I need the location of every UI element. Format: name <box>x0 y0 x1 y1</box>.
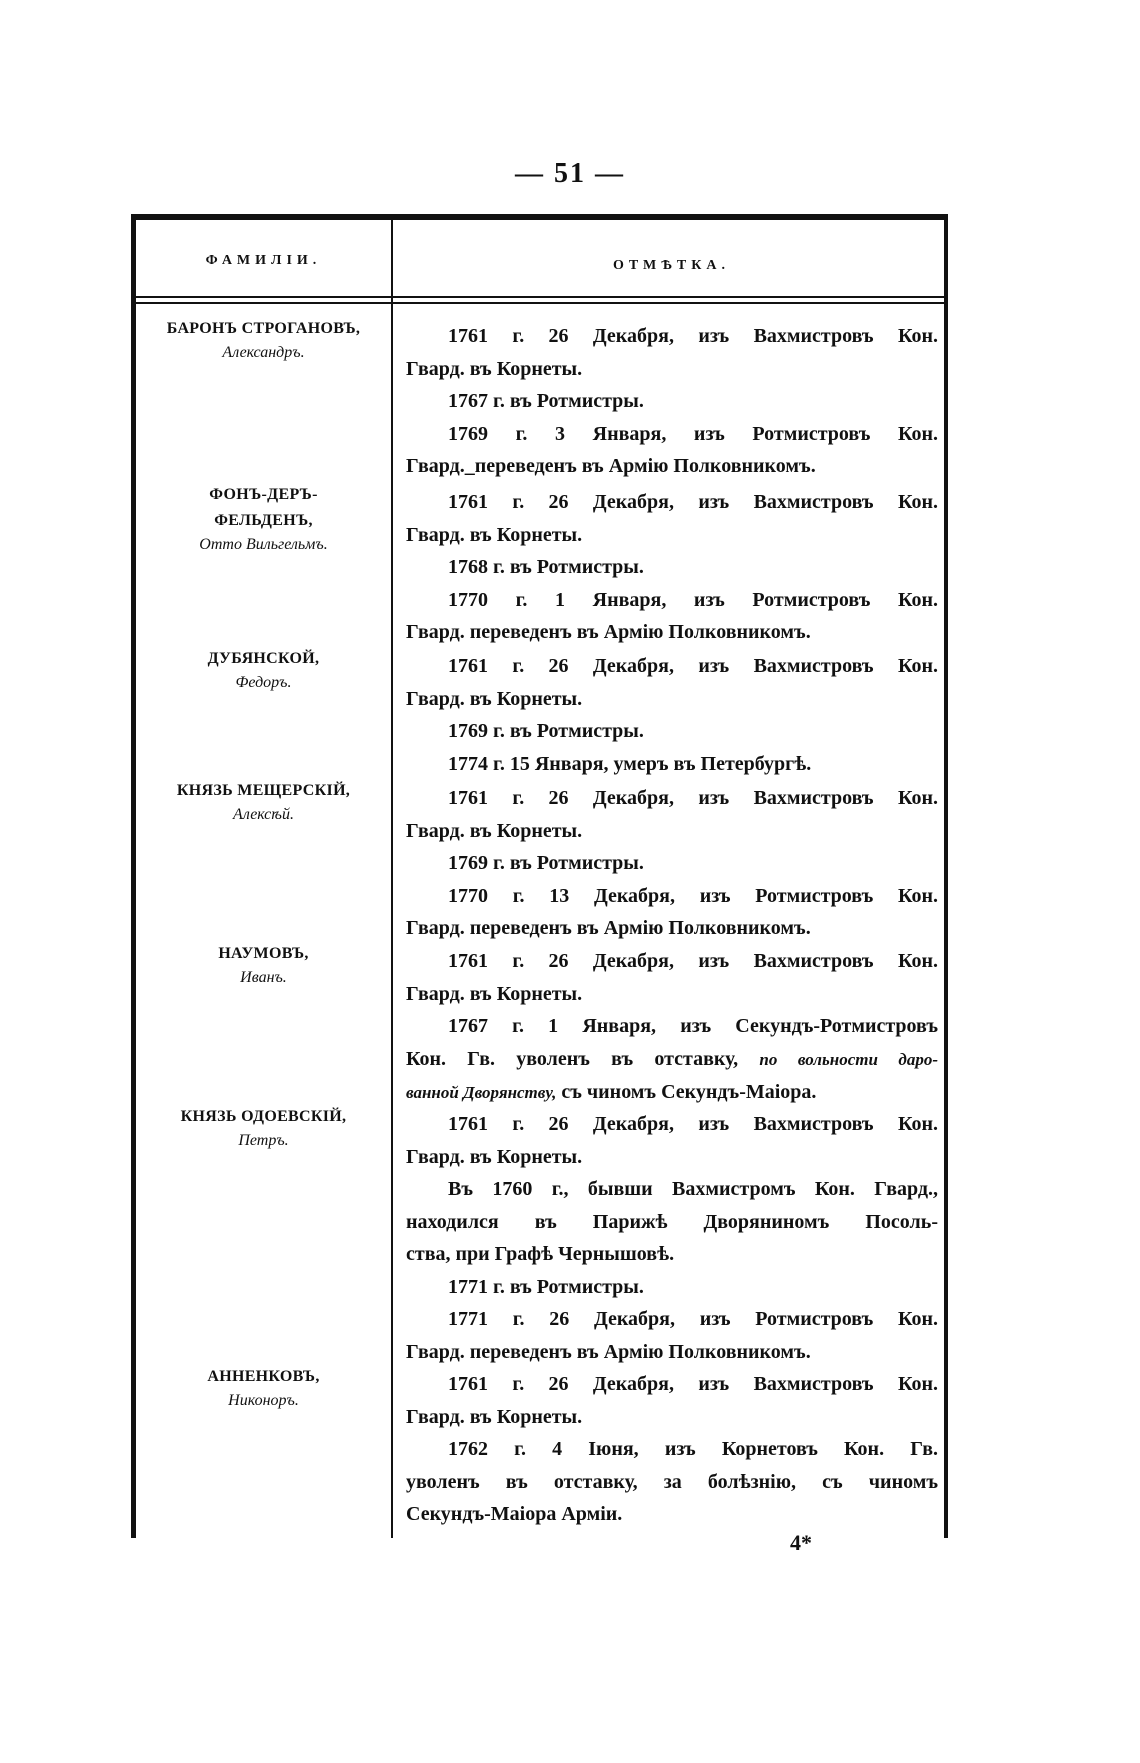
record-line: ства, при Графѣ Чернышовѣ. <box>406 1243 675 1265</box>
record-line: Секундъ-Маіора Арміи. <box>406 1503 623 1525</box>
record-line: 1762 г. 4 Іюня, изъ Корнетовъ Кон. Гв. <box>448 1438 938 1460</box>
record-line: 1769 г. 3 Января, изъ Ротмистровъ Кон. <box>448 422 938 445</box>
record-line: 1761 г. 26 Декабря, изъ Вахмистровъ Кон. <box>448 1113 938 1135</box>
header-surnames: ФАМИЛІИ. <box>205 253 322 268</box>
notes-cell <box>406 782 938 945</box>
surname-continued: ФЕЛЬДЕНЪ, <box>214 512 313 529</box>
surname: ДУБЯНСКОЙ, <box>207 650 320 667</box>
notes-cell <box>406 945 938 1110</box>
surname: НАУМОВЪ, <box>218 945 309 962</box>
record-line <box>406 1076 938 1110</box>
record-line: Гвард. въ Корнеты. <box>406 1145 583 1168</box>
record-line: Гвард._переведенъ въ Армію Полковникомъ. <box>406 455 816 477</box>
given-name: Федоръ. <box>235 674 292 691</box>
record-italic-text: ванной Дворянству, <box>406 1083 557 1102</box>
record-line: 1761 г. 26 Декабря, изъ Вахмистровъ Кон. <box>448 491 938 513</box>
surname: АННЕНКОВЪ, <box>207 1368 320 1385</box>
record-text: Кон. Гв. уволенъ въ отставку, <box>406 1047 739 1070</box>
surname: БАРОНЪ СТРОГАНОВЪ, <box>166 320 361 337</box>
name-cell <box>136 1364 391 1412</box>
record-line: Гвард. въ Корнеты. <box>406 357 583 380</box>
record-line: 1767 г. 1 Января, изъ Секундъ-Ротмистровъ <box>448 1015 938 1037</box>
record-line: 1770 г. 13 Декабря, изъ Ротмистровъ Кон. <box>448 884 938 907</box>
surname: КНЯЗЬ МЕЩЕРСКІЙ, <box>176 782 351 799</box>
record-line: 1770 г. 1 Января, изъ Ротмистровъ Кон. <box>448 588 938 611</box>
given-name: Никоноръ. <box>228 1392 299 1409</box>
record-line: 1768 г. въ Ротмистры. <box>448 556 644 578</box>
record-line: Гвард. въ Корнеты. <box>406 1405 583 1428</box>
record-line: 1774 г. 15 Января, умеръ въ Петербургѣ. <box>448 752 812 775</box>
column-divider <box>391 220 393 1538</box>
given-name: Иванъ. <box>240 969 287 986</box>
record-line: Въ 1760 г., бывши Вахмистромъ Кон. Гвард., <box>448 1178 938 1200</box>
name-cell <box>136 1104 391 1152</box>
header-rule <box>136 296 944 298</box>
notes-cell <box>406 1368 938 1531</box>
record-line <box>406 1043 938 1077</box>
register-table <box>131 214 948 1538</box>
record-line: 1769 г. въ Ротмистры. <box>448 852 644 874</box>
record-line: Гвард. въ Корнеты. <box>406 687 583 710</box>
record-italic-text: по вольности даро- <box>759 1049 939 1069</box>
record-line: находился въ Парижѣ Дворяниномъ Посоль- <box>406 1210 938 1233</box>
given-name: Петръ. <box>238 1132 289 1149</box>
name-cell <box>136 316 391 364</box>
page-number: — 51 — <box>515 158 625 189</box>
given-name: Александръ. <box>222 344 305 361</box>
record-line: 1761 г. 26 Декабря, изъ Вахмистровъ Кон. <box>448 950 938 972</box>
record-line: 1769 г. въ Ротмистры. <box>448 720 644 742</box>
name-cell <box>136 646 391 694</box>
signature-mark: 4* <box>790 1530 812 1555</box>
name-cell <box>136 482 391 556</box>
record-line: Гвард. въ Корнеты. <box>406 523 583 546</box>
record-line: Гвард. въ Корнеты. <box>406 982 583 1005</box>
record-line: 1761 г. 26 Декабря, изъ Вахмистровъ Кон. <box>448 787 938 809</box>
record-line: 1767 г. въ Ротмистры. <box>448 390 644 412</box>
name-cell <box>136 941 391 989</box>
notes-cell <box>406 1108 938 1368</box>
record-text: съ чиномъ Секундъ-Маіора. <box>561 1081 817 1103</box>
name-cell <box>136 778 391 826</box>
record-line: 1771 г. въ Ротмистры. <box>448 1275 644 1298</box>
header-rule <box>136 302 944 304</box>
notes-cell <box>406 486 938 649</box>
notes-cell <box>406 650 938 780</box>
notes-cell <box>406 320 938 483</box>
given-name: Алексѣй. <box>233 806 294 823</box>
record-line: 1771 г. 26 Декабря, изъ Ротмистровъ Кон. <box>448 1308 938 1330</box>
surname: ФОНЪ-ДЕРЪ- <box>209 486 318 503</box>
record-line: Гвард. переведенъ въ Армію Полковникомъ. <box>406 1340 811 1363</box>
record-line: уволенъ въ отставку, за болѣзнію, съ чиномъ <box>406 1470 938 1493</box>
header-notes: ОТМѢТКА. <box>612 258 731 273</box>
given-name: Отто Вильгельмъ. <box>199 536 328 553</box>
record-line: Гвард. переведенъ въ Армію Полковникомъ. <box>406 621 811 643</box>
record-line: 1761 г. 26 Декабря, изъ Вахмистровъ Кон. <box>448 1373 938 1395</box>
surname: КНЯЗЬ ОДОЕВСКІЙ, <box>180 1108 347 1125</box>
record-line: Гвард. въ Корнеты. <box>406 819 583 842</box>
record-line: 1761 г. 26 Декабря, изъ Вахмистровъ Кон. <box>448 325 938 347</box>
record-line: 1761 г. 26 Декабря, изъ Вахмистровъ Кон. <box>448 655 938 677</box>
record-line: Гвард. переведенъ въ Армію Полковникомъ. <box>406 917 811 939</box>
